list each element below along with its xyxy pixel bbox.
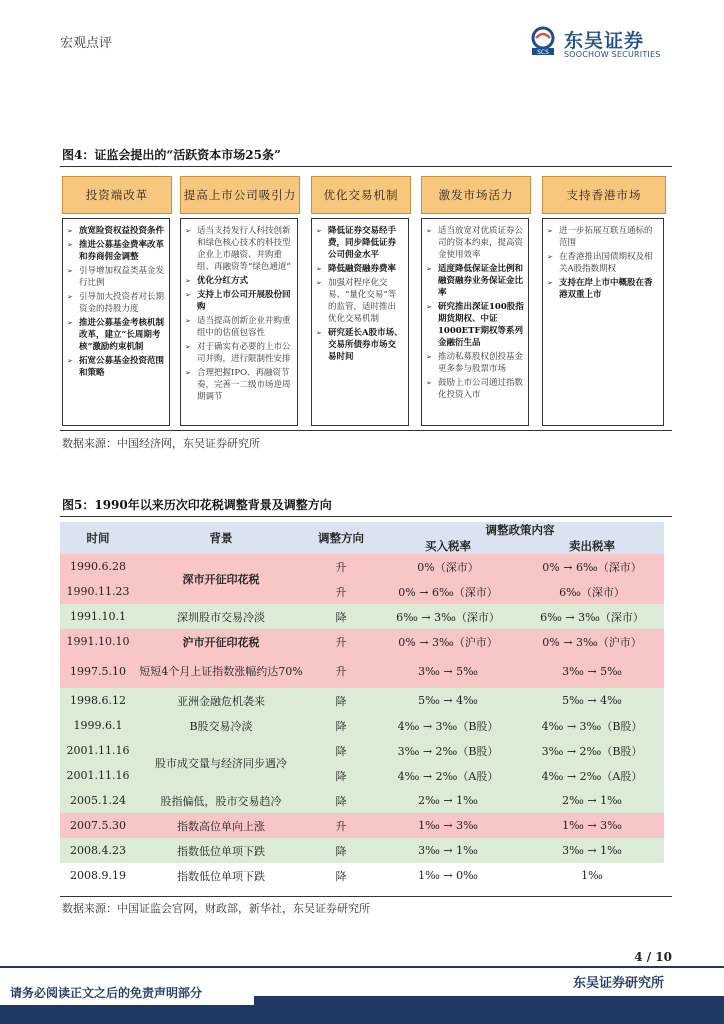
table-cell-time: 1997.5.10 (60, 654, 136, 688)
header-direction: 调整方向 (306, 522, 376, 554)
figure4-top-rule (60, 166, 672, 167)
figure4-list-item: ➢ 合理把握IPO、再融资节奏，完善一二级市场逆周期调节 (185, 367, 293, 403)
table-cell-time: 1998.6.12 (60, 688, 136, 713)
figure5-top-rule (60, 516, 672, 517)
table-cell-direction: 降 (306, 738, 376, 763)
table-cell-sell-rate: 5‰ → 4‰ (520, 688, 664, 713)
table-cell-background: 沪市开征印花税 (136, 629, 306, 654)
table-cell-time: 2008.4.23 (60, 838, 136, 863)
table-cell-sell-rate: 3‰ → 1‰ (520, 838, 664, 863)
table-cell-time: 1990.6.28 (60, 554, 136, 579)
table-cell-direction: 降 (306, 788, 376, 813)
figure4-list-item: ➢ 研究推出深证100股指期货期权、中证1000ETF期权等系列金融衍生品 (426, 301, 524, 349)
table-cell-background: 短短4个月上证指数涨幅约达70% (136, 654, 306, 688)
figure4-list-item: ➢ 进一步拓展互联互通标的范围 (547, 225, 659, 249)
table-cell-background: 亚洲金融危机袭来 (136, 688, 306, 713)
table-cell-direction: 降 (306, 713, 376, 738)
logo-mark-text: SCS (537, 49, 549, 56)
table-cell-time: 1991.10.10 (60, 629, 136, 654)
table-cell-direction: 降 (306, 604, 376, 629)
table-cell-background: B股交易冷淡 (136, 713, 306, 738)
table-cell-time: 2001.11.16 (60, 738, 136, 763)
table-cell-buy-rate: 0%（深市） (376, 554, 520, 579)
table-cell-buy-rate: 6‰ → 3‰（深市） (376, 604, 520, 629)
figure4-list-item: ➢ 适当放宽对优质证券公司的资本约束，提高资金使用效率 (426, 225, 524, 261)
table-cell-direction: 降 (306, 763, 376, 788)
table-cell-buy-rate: 3‰ → 1‰ (376, 838, 520, 863)
table-cell-background: 深圳股市交易冷淡 (136, 604, 306, 629)
figure4-list-item: ➢ 降低证券交易经手费，同步降低证券公司佣金水平 (316, 225, 404, 261)
table-body (60, 554, 664, 888)
figure4-column-heading: 投资端改革 (62, 176, 172, 214)
table-cell-sell-rate: 3‰ → 2‰（B股） (520, 738, 664, 763)
table-cell-direction: 升 (306, 579, 376, 604)
figure4-column-body (421, 218, 529, 426)
figure4-list-item: ➢ 引导增加权益类基金发行比例 (67, 265, 165, 289)
table-cell-sell-rate: 3‰ → 5‰ (520, 654, 664, 688)
figure4-list-item: ➢ 推进公募基金考核机制改革，建立“长周期考核”激励约束机制 (67, 317, 165, 353)
table-cell-sell-rate: 6‰（深市） (520, 579, 664, 604)
table-row (60, 788, 664, 813)
header-time: 时间 (60, 522, 136, 554)
table-row (60, 554, 664, 579)
figure4-source: 数据来源：中国经济网，东吴证券研究所 (62, 437, 260, 450)
company-logo (528, 26, 678, 60)
table-cell-buy-rate: 3‰ → 2‰（B股） (376, 738, 520, 763)
table-cell-time: 2008.9.19 (60, 863, 136, 888)
table-row (60, 838, 664, 863)
figure5-bottom-rule (60, 896, 672, 897)
figure4-list-item: ➢ 优化分红方式 (185, 275, 293, 287)
figure4-column-heading: 优化交易机制 (311, 176, 411, 214)
table-row (60, 604, 664, 629)
table-cell-time: 1990.11.23 (60, 579, 136, 604)
table-cell-direction: 升 (306, 554, 376, 579)
table-cell-time: 1999.6.1 (60, 713, 136, 738)
figure4-list-item: ➢ 拓宽公募基金投资范围和策略 (67, 355, 165, 379)
table-cell-direction: 升 (306, 813, 376, 838)
table-cell-buy-rate: 1‰ → 3‰ (376, 813, 520, 838)
figure4-column-heading: 支持香港市场 (542, 176, 666, 214)
figure4-list-item: ➢ 推动私募股权创投基金更多参与股票市场 (426, 351, 524, 375)
table-row (60, 688, 664, 713)
table-row (60, 863, 664, 888)
footer-disclaimer: 请务必阅读正文之后的免责声明部分 (0, 979, 254, 1005)
stamp-duty-table (60, 522, 664, 888)
table-cell-background: 股市成交量与经济同步遇冷 (136, 738, 306, 788)
table-cell-direction: 降 (306, 838, 376, 863)
header-buy-rate: 买入税率 (376, 538, 520, 554)
table-cell-time: 2007.5.30 (60, 813, 136, 838)
table-cell-buy-rate: 5‰ → 4‰ (376, 688, 520, 713)
figure4-column-heading: 激发市场活力 (421, 176, 531, 214)
figure5-title: 图5：1990年以来历次印花税调整背景及调整方向 (62, 498, 332, 512)
table-row (60, 629, 664, 654)
figure4-list-item: ➢ 研究延长A股市场、交易所债券市场交易时间 (316, 327, 404, 363)
table-row (60, 738, 664, 763)
table-cell-direction: 降 (306, 688, 376, 713)
figure4-list-item: ➢ 推进公募基金费率改革和券商佣金调整 (67, 239, 165, 263)
figure4-title: 图4：证监会提出的“活跃资本市场25条” (62, 148, 281, 162)
logo-chinese-name: 东吴证券 (564, 30, 645, 52)
figure4-column-body (180, 218, 298, 426)
report-section-label: 宏观点评 (60, 36, 113, 51)
page-number: 4 / 10 (634, 950, 672, 964)
figure4-list-item: ➢ 降低融资融券费率 (316, 263, 404, 275)
figure4-list-item: ➢ 支持上市公司开展股份回购 (185, 289, 293, 313)
table-row (60, 654, 664, 688)
figure4-bottom-rule (60, 430, 672, 431)
table-cell-buy-rate: 0% → 3‰（沪市） (376, 629, 520, 654)
table-cell-background: 深市开征印花税 (136, 554, 306, 604)
table-cell-background: 指数高位单向上涨 (136, 813, 306, 838)
table-cell-direction: 升 (306, 654, 376, 688)
logo-english-name: SOOCHOW SECURITIES (564, 50, 661, 59)
header-policy: 调整政策内容 (376, 522, 664, 538)
figure4-list-item: ➢ 放宽险资权益投资条件 (67, 225, 165, 237)
table-cell-sell-rate: 1‰ → 3‰ (520, 813, 664, 838)
figure4-list-item: ➢ 在香港推出国债期权及相关A股指数期权 (547, 251, 659, 275)
table-cell-sell-rate: 1‰ (520, 863, 664, 888)
table-cell-time: 1991.10.1 (60, 604, 136, 629)
table-cell-time: 2001.11.16 (60, 763, 136, 788)
figure4-list-item: ➢ 适度降低保证金比例和融资融券业务保证金比率 (426, 263, 524, 299)
table-row (60, 713, 664, 738)
header-background: 背景 (136, 522, 306, 554)
table-cell-buy-rate: 1‰ → 0‰ (376, 863, 520, 888)
table-cell-sell-rate: 0% → 6‰（深市） (520, 554, 664, 579)
figure4-list-item: ➢ 适当支持发行人科技创新和绿色核心技术的科技型企业上市融资、并购重组、再融资等“绿色通道” (185, 225, 293, 273)
table-cell-background: 指数低位单项下跌 (136, 863, 306, 888)
table-cell-sell-rate: 2‰ → 1‰ (520, 788, 664, 813)
table-row (60, 813, 664, 838)
table-cell-time: 2005.1.24 (60, 788, 136, 813)
table-cell-sell-rate: 0% → 3‰（沪市） (520, 629, 664, 654)
table-cell-buy-rate: 2‰ → 1‰ (376, 788, 520, 813)
table-cell-background: 指数低位单项下跌 (136, 838, 306, 863)
figure4-column-body (62, 218, 170, 426)
footer-rule (0, 966, 724, 968)
table-cell-background: 股指偏低，股市交易趋冷 (136, 788, 306, 813)
table-cell-direction: 降 (306, 863, 376, 888)
figure4-column-heading: 提高上市公司吸引力 (180, 176, 300, 214)
figure5-source: 数据来源：中国证监会官网，财政部，新华社，东吴证券研究所 (62, 902, 370, 915)
figure4-list-item: ➢ 加强对程序化交易、“量化交易”等的监管，适时推出优化交易机制 (316, 277, 404, 325)
table-cell-buy-rate: 3‰ → 5‰ (376, 654, 520, 688)
figure4-column-body (311, 218, 409, 426)
figure4-list-item: ➢ 支持在岸上市中概股在香港双重上市 (547, 277, 659, 301)
figure4-column-body (542, 218, 664, 426)
footer-org-name: 东吴证券研究所 (572, 976, 664, 991)
table-cell-buy-rate: 0% → 6‰（深市） (376, 579, 520, 604)
figure4-list-item: ➢ 引导加大投资者对长期资金的持股力度 (67, 291, 165, 315)
table-cell-buy-rate: 4‰ → 2‰（A股） (376, 763, 520, 788)
table-cell-direction: 升 (306, 629, 376, 654)
figure4-list-item: ➢ 适当提高创新企业并购重组中的估值包容性 (185, 315, 293, 339)
logo-mark-icon (528, 26, 558, 56)
table-cell-sell-rate: 6‰ → 3‰（深市） (520, 604, 664, 629)
table-cell-buy-rate: 4‰ → 3‰（B股） (376, 713, 520, 738)
header-sell-rate: 卖出税率 (520, 538, 664, 554)
figure4-list-item: ➢ 鼓励上市公司通过指数化投资入市 (426, 377, 524, 401)
table-cell-sell-rate: 4‰ → 3‰（B股） (520, 713, 664, 738)
figure4-list-item: ➢ 对于确实有必要的上市公司并购，进行限制性安排 (185, 341, 293, 365)
table-cell-sell-rate: 4‰ → 2‰（A股） (520, 763, 664, 788)
